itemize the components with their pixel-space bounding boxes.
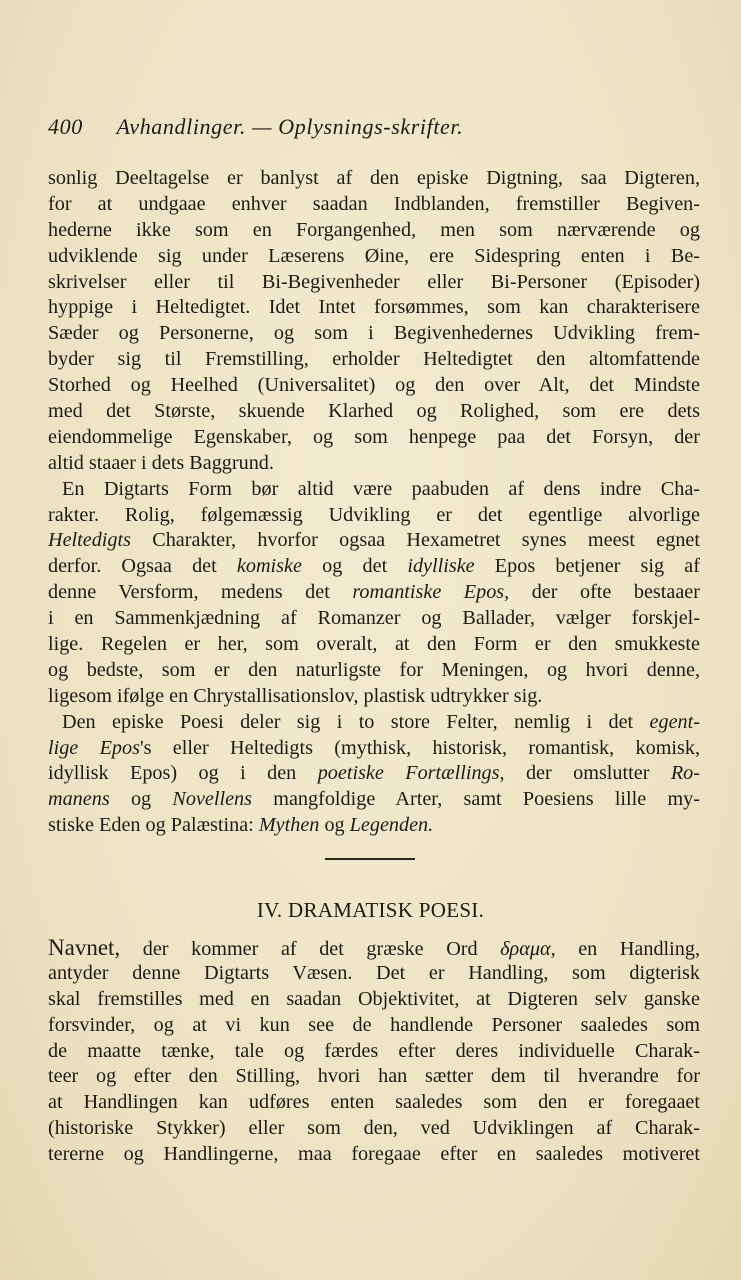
text-segment: for at undgaae enhver saadan Indblanden, fremstiller Begiven- [48,192,700,215]
text-line [48,244,700,270]
text-line [48,736,700,762]
text-segment: der omslutter [504,762,671,785]
italic-text: Ro- [670,762,700,785]
italic-text: romantiske Epos, [352,581,510,604]
text-segment: der kommer af det græske Ord [120,938,501,960]
italic-text: idylliske [407,555,475,578]
text-line [48,373,700,399]
text-line [48,787,700,813]
text-line [48,632,700,658]
text-line [48,321,700,347]
text-segment: og [109,788,173,811]
text-line [48,295,700,321]
text-line [48,192,700,218]
running-title: Avhandlinger. — Oplysnings-skrifter. [116,114,464,139]
body-text-section-1 [48,166,700,839]
text-segment: altid staaer i dets Baggrund. [48,451,274,474]
text-segment: lige. Regelen er her, som overalt, at den Form er den smukkeste [48,633,700,656]
text-segment: derfor. Ogsaa det [48,555,237,578]
text-segment: Navnet, [48,935,121,960]
italic-text: Mythen [258,814,320,837]
text-segment: Charakter, hvorfor ogsaa Hexametret synes meest egnet [130,529,700,552]
text-segment: teer og efter den Stilling, hvori han sætter dem til hverandre for [48,1065,700,1088]
italic-text: Heltedigts [48,529,131,552]
text-segment: mangfoldige Arter, samt Poesiens lille my- [252,788,700,811]
text-segment: Sæder og Personerne, og som i Begivenhedernes Udvikling frem- [48,322,700,345]
text-segment: skrivelser eller til Bi-Begivenheder eller Bi-Personer (Episoder) [48,270,700,293]
text-segment: denne Versform, medens det [48,581,353,604]
text-line [48,761,700,787]
text-segment: de maatte tænke, tale og færdes efter deres individuelle Charak- [48,1039,700,1062]
text-segment: sonlig Deeltagelse er banlyst af den episke Digtning, saa Digteren, [48,167,700,189]
italic-text: δραμα, [500,938,556,960]
text-segment: hederne ikke som en Forgangenhed, men som nærværende og [48,218,700,241]
text-segment: udviklende sig under Læserens Øine, ere Sidespring enten i Be- [48,244,700,267]
text-line [48,1116,700,1142]
text-line [48,399,700,425]
italic-text: lige Epos [48,736,140,759]
text-segment: tererne og Handlingerne, maa foregaae efter en saaledes motiveret [48,1143,700,1166]
text-line [48,813,700,839]
text-line [48,270,700,296]
text-line [48,1064,700,1090]
text-segment: antyder denne Digtarts Væsen. Det er Handling, som digterisk [48,961,700,984]
text-line [48,684,700,710]
text-line [48,1090,700,1116]
text-segment: hyppige i Heltedigtet. Idet Intet forsømmes, som kan charakterisere [48,296,700,319]
text-line [48,1039,700,1065]
text-segment: skal fremstilles med en saadan Objektivitet, at Digteren selv ganske [48,987,700,1010]
italic-text: egent- [649,710,700,733]
text-segment: En Digtarts Form bør altid være paabuden af dens indre Cha- [62,477,700,500]
text-segment: eiendommelige Egenskaber, og som henpege paa det Forsyn, der [48,425,700,448]
text-segment: Storhed og Heelhed (Universalitet) og den over Alt, det Mindste [48,374,700,397]
text-segment: ligesom ifølge en Chrystallisationslov, plastisk udtrykker sig. [48,684,543,707]
text-segment: og bedste, som er den naturligste for Meningen, og hvori denne, [48,658,700,681]
text-segment: og det [301,555,408,578]
text-segment: der ofte bestaaer [509,581,700,604]
text-line [48,987,700,1013]
text-line [48,961,700,987]
text-line [48,1142,700,1168]
italic-text: manens [48,788,110,811]
text-segment: Epos betjener sig af [474,555,700,578]
text-line [48,606,700,632]
text-line [48,166,700,192]
italic-text: Legenden. [349,814,434,837]
text-segment: rakter. Rolig, følgemæssig Udvikling er det egentlige alvorlige [48,503,700,526]
text-line [48,425,700,451]
text-segment: i en Sammenkjædning af Romanzer og Ballader, vælger forskjel- [48,607,700,630]
text-line [48,1013,700,1039]
text-line [48,218,700,244]
text-line [48,710,700,736]
text-line [48,347,700,373]
text-segment: idyllisk Epos) og i den [48,762,318,785]
text-line [48,658,700,684]
italic-text: poetiske Fortællings, [317,762,505,785]
text-line [48,503,700,529]
text-segment: Den episke Poesi deler sig i to store Felter, nemlig i det [62,710,650,733]
page-number: 400 [48,114,83,139]
text-segment: stiske Eden og Palæstina: [48,814,259,837]
body-text-section-2 [48,935,700,1168]
text-line [48,554,700,580]
text-segment: forsvinder, og at vi kun see de handlende Personer saaledes som [48,1013,700,1036]
running-header [48,114,698,140]
italic-text: Novellens [172,788,252,811]
text-segment: med det Største, skuende Klarhed og Rolighed, som ere dets [48,400,700,423]
text-line [48,580,700,606]
section-divider [325,858,415,860]
section-heading: IV. DRAMATISK POESI. [256,898,485,922]
text-segment: (historiske Stykker) eller som den, ved Udviklingen af Charak- [48,1117,700,1140]
text-segment: og [319,814,350,837]
text-line [48,935,700,961]
text-segment: 's eller Heltedigts (mythisk, historisk, romantisk, komisk, [139,736,700,759]
text-segment: byder sig til Fremstilling, erholder Heltedigtet den altomfattende [48,348,700,371]
italic-text: komiske [236,555,302,578]
text-segment: at Handlingen kan udføres enten saaledes som den er foregaaet [48,1091,700,1114]
text-segment: en Handling, [555,938,701,960]
text-line [48,528,700,554]
text-line [48,477,700,503]
text-line [48,451,700,477]
